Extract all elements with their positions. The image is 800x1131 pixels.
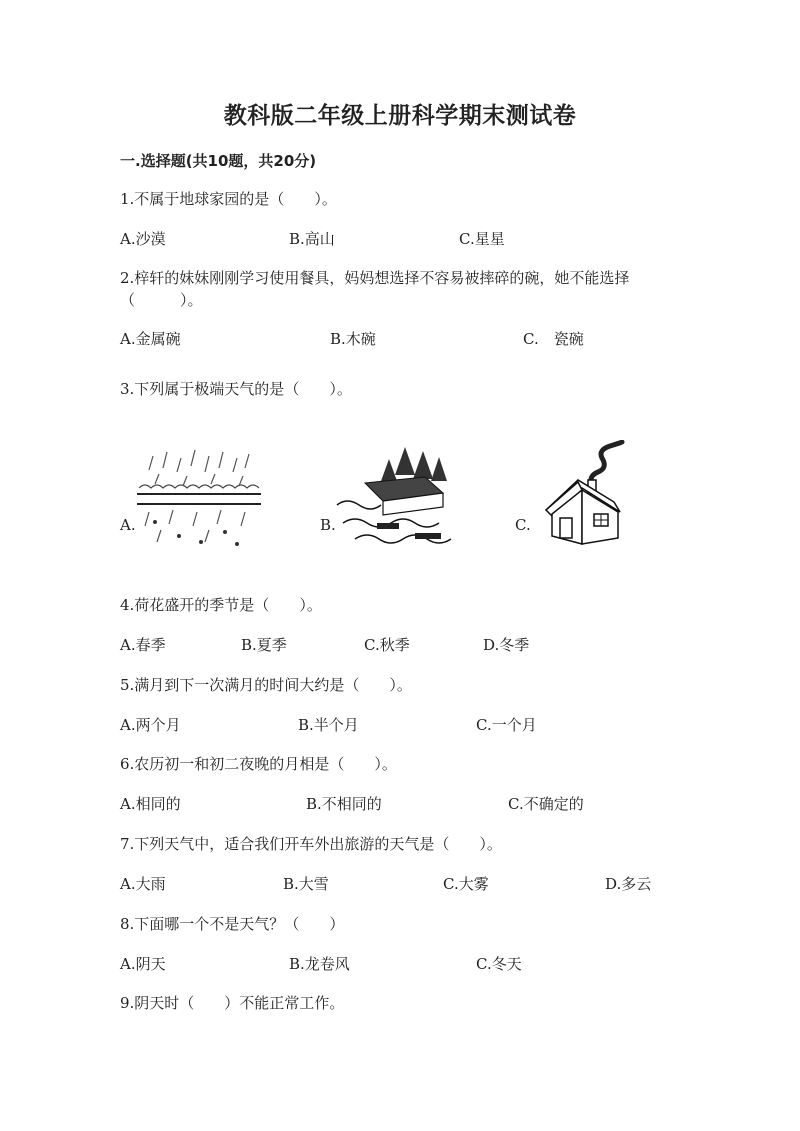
q2-option-a: A.金属碗 xyxy=(120,330,181,348)
q5-option-a: A.两个月 xyxy=(120,716,181,734)
q5-option-c: C.一个月 xyxy=(476,716,537,734)
question-2: 2.梓轩的妹妹刚刚学习使用餐具，妈妈想选择不容易被摔碎的碗，她不能选择（ ）。 xyxy=(120,269,630,309)
flood-image xyxy=(335,445,470,554)
q4-option-d: D.冬季 xyxy=(483,636,530,654)
q1-option-a: A.沙漠 xyxy=(120,230,166,248)
q2-option-c: C. 瓷碗 xyxy=(523,330,584,348)
q7-option-c: C.大雾 xyxy=(443,875,489,893)
q3-option-a: A. xyxy=(120,516,136,534)
q8-option-c: C.冬天 xyxy=(476,955,522,973)
section-heading: 一.选择题(共10题，共20分) xyxy=(120,152,317,170)
q1-option-c: C.星星 xyxy=(459,230,505,248)
q4-option-a: A.春季 xyxy=(120,636,166,654)
q5-option-b: B.半个月 xyxy=(298,716,359,734)
question-1: 1.不属于地球家园的是（ ）。 xyxy=(120,190,337,208)
q8-option-b: B.龙卷风 xyxy=(289,955,350,973)
question-8: 8.下面哪一个不是天气？（ ） xyxy=(120,915,345,933)
q3-option-c: C. xyxy=(515,516,531,534)
question-5: 5.满月到下一次满月的时间大约是（ ）。 xyxy=(120,676,412,694)
q2-option-b: B.木碗 xyxy=(330,330,376,348)
page-title: 教科版二年级上册科学期末测试卷 xyxy=(223,103,577,129)
q7-option-b: B.大雪 xyxy=(283,875,329,893)
question-3: 3.下列属于极端天气的是（ ）。 xyxy=(120,380,352,398)
q6-option-c: C.不确定的 xyxy=(508,795,584,813)
question-7: 7.下列天气中，适合我们开车外出旅游的天气是（ ）。 xyxy=(120,835,502,853)
q1-option-b: B.高山 xyxy=(289,230,335,248)
q6-option-b: B.不相同的 xyxy=(306,795,382,813)
q7-option-d: D.多云 xyxy=(605,875,652,893)
q4-option-c: C.秋季 xyxy=(364,636,410,654)
house-with-smoke-image xyxy=(538,440,628,554)
q7-option-a: A.大雨 xyxy=(120,875,166,893)
question-9: 9.阴天时（ ）不能正常工作。 xyxy=(120,994,345,1012)
q3-option-b: B. xyxy=(320,516,336,534)
question-4: 4.荷花盛开的季节是（ ）。 xyxy=(120,596,322,614)
question-6: 6.农历初一和初二夜晚的月相是（ ）。 xyxy=(120,755,397,773)
q4-option-b: B.夏季 xyxy=(241,636,287,654)
q6-option-a: A.相同的 xyxy=(120,795,181,813)
q8-option-a: A.阴天 xyxy=(120,955,166,973)
rain-storm-image xyxy=(135,448,265,557)
